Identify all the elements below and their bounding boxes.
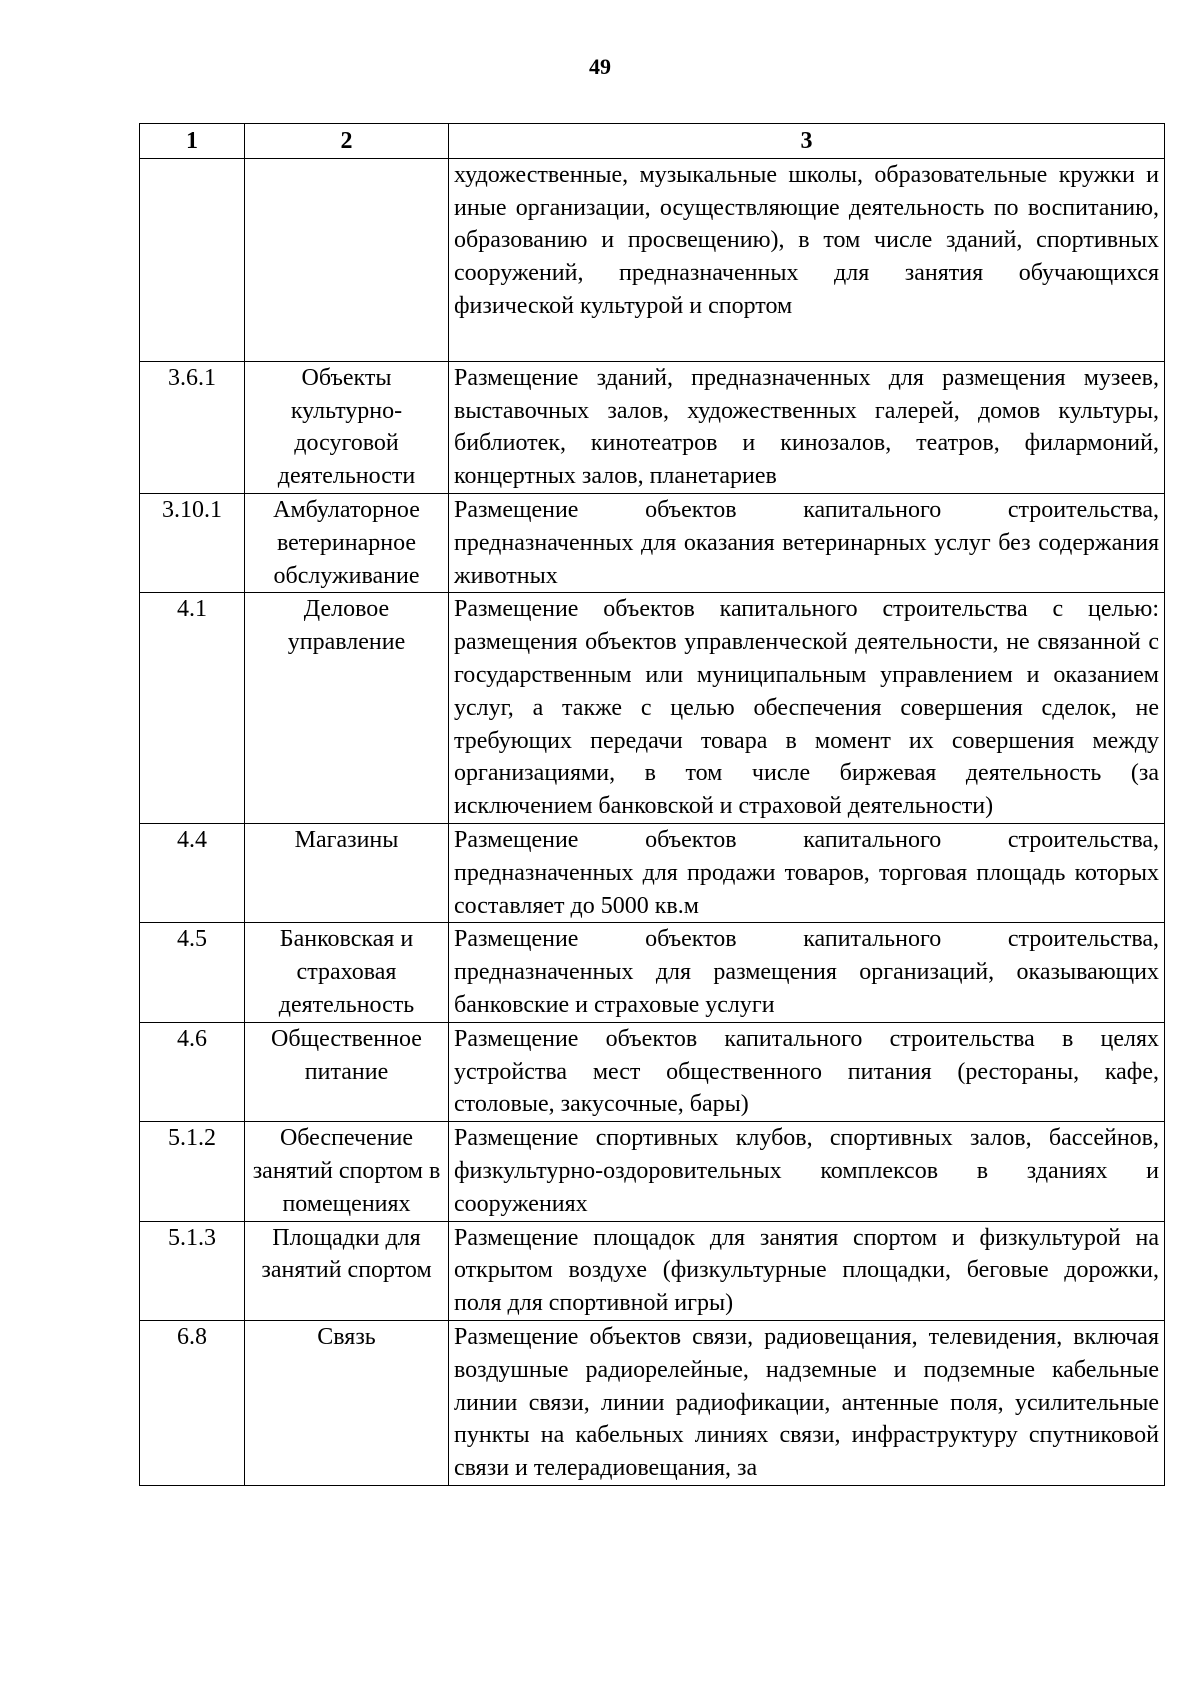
row-description: Размещение объектов капитального строительства, предназначенных для оказания ветеринарных услуг без содержания животных xyxy=(449,493,1165,592)
table-row xyxy=(140,493,1165,592)
table-row xyxy=(140,1221,1165,1320)
column-header-code: 1 xyxy=(140,124,245,159)
table-row xyxy=(140,1122,1165,1221)
row-name: Обеспечение занятий спортом в помещениях xyxy=(245,1122,449,1221)
row-name: Деловое управление xyxy=(245,593,449,824)
row-name: Амбулаторное ветеринарное обслуживание xyxy=(245,493,449,592)
row-code xyxy=(140,158,245,361)
table-row xyxy=(140,1320,1165,1485)
row-name: Площадки для занятий спортом xyxy=(245,1221,449,1320)
row-code: 5.1.3 xyxy=(140,1221,245,1320)
table-row xyxy=(140,158,1165,361)
column-header-name: 2 xyxy=(245,124,449,159)
table-row xyxy=(140,923,1165,1022)
row-code: 3.10.1 xyxy=(140,493,245,592)
row-description: художественные, музыкальные школы, образовательные кружки и иные организации, осуществляющие деятельность по воспитанию, образованию и просвещению), в том числе зданий, спортивных сооружений, предназначенных для занятия обучающихся физической культурой и спортом xyxy=(449,158,1165,361)
row-description: Размещение объектов капитального строительства, предназначенных для размещения организаций, оказывающих банковские и страховые услуги xyxy=(449,923,1165,1022)
row-code: 4.1 xyxy=(140,593,245,824)
table-row xyxy=(140,593,1165,824)
row-code: 4.6 xyxy=(140,1022,245,1121)
page-number: 49 xyxy=(589,54,611,79)
row-description: Размещение зданий, предназначенных для размещения музеев, выставочных залов, художественных галерей, домов культуры, библиотек, кинотеатров и кинозалов, театров, филармоний, концертных залов, планетариев xyxy=(449,361,1165,493)
row-code: 3.6.1 xyxy=(140,361,245,493)
row-code: 5.1.2 xyxy=(140,1122,245,1221)
row-name: Общественное питание xyxy=(245,1022,449,1121)
row-description: Размещение объектов связи, радиовещания, телевидения, включая воздушные радиорелейные, надземные и подземные кабельные линии связи, линии радиофикации, антенные поля, усилительные пункты на кабельных линиях связи, инфраструктуру спутниковой связи и телерадиовещания, за xyxy=(449,1320,1165,1485)
row-code: 6.8 xyxy=(140,1320,245,1485)
row-name: Магазины xyxy=(245,823,449,922)
row-description: Размещение объектов капитального строительства с целью: размещения объектов управленческой деятельности, не связанной с государственным или муниципальным управлением и оказанием услуг, а также с целью обеспечения совершения сделок, не требующих передачи товара в момент их совершения между организациями, в том числе биржевая деятельность (за исключением банковской и страховой деятельности) xyxy=(449,593,1165,824)
row-description: Размещение спортивных клубов, спортивных залов, бассейнов, физкультурно-оздоровительных комплексов в зданиях и сооружениях xyxy=(449,1122,1165,1221)
row-description: Размещение объектов капитального строительства в целях устройства мест общественного питания (рестораны, кафе, столовые, закусочные, бары) xyxy=(449,1022,1165,1121)
row-name: Объекты культурно-досуговой деятельности xyxy=(245,361,449,493)
row-code: 4.5 xyxy=(140,923,245,1022)
row-name: Банковская и страховая деятельность xyxy=(245,923,449,1022)
table-row xyxy=(140,361,1165,493)
table-row xyxy=(140,823,1165,922)
land-use-table xyxy=(139,123,1165,1486)
row-name: Связь xyxy=(245,1320,449,1485)
row-name xyxy=(245,158,449,361)
row-description: Размещение площадок для занятия спортом и физкультурой на открытом воздухе (физкультурные площадки, беговые дорожки, поля для спортивной игры) xyxy=(449,1221,1165,1320)
row-description: Размещение объектов капитального строительства, предназначенных для продажи товаров, торговая площадь которых составляет до 5000 кв.м xyxy=(449,823,1165,922)
table-header-row xyxy=(140,124,1165,159)
column-header-description: 3 xyxy=(449,124,1165,159)
table-row xyxy=(140,1022,1165,1121)
row-code: 4.4 xyxy=(140,823,245,922)
